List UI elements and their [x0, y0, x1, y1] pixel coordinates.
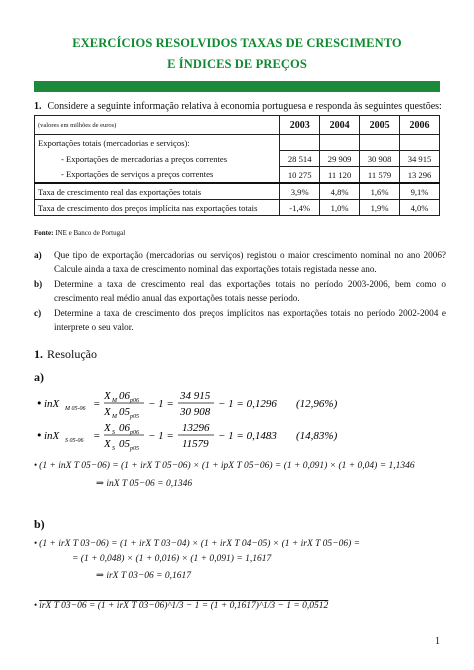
question-label: b) [34, 279, 43, 289]
row-label: Taxa de crescimento real das exportações totais [35, 183, 280, 200]
formula-a2-svg [34, 418, 454, 452]
num2: 34 915 [180, 390, 211, 402]
num2: 13296 [182, 422, 210, 434]
page-number: 1 [435, 636, 440, 647]
cell-value: 4,0% [400, 200, 440, 216]
question-1 [34, 101, 442, 112]
bullet-icon: • [34, 600, 38, 610]
resolution-label: Resolução [47, 347, 97, 361]
formula-b1 [34, 538, 360, 549]
formula-text: irX T 03−06 = (1 + irX T 03−06)^1/3 − 1 = (1 + 0,1617)^1/3 − 1 = 0,0512 [39, 601, 329, 611]
resolution-heading [34, 347, 97, 362]
cell-value: 1,0% [320, 200, 360, 216]
num-sub: M [112, 398, 117, 404]
row-label: - Exportações de mercadorias a preços correntes [35, 151, 280, 167]
bullet-icon: • [34, 460, 38, 470]
svg-text:•: • [36, 397, 43, 410]
lhs-sub: S 05-06 [65, 438, 84, 444]
cell-value: 1,6% [360, 183, 400, 200]
tail: − 1 = 0,1483 [218, 430, 277, 442]
den-p: p05 [130, 414, 139, 420]
table-row [35, 151, 440, 167]
den-tail: 05 [119, 438, 130, 450]
cell-value: 34 915 [400, 151, 440, 167]
svg-text:=: = [93, 430, 101, 442]
table-row [35, 183, 440, 200]
source-text: INE e Banco de Portugal [55, 229, 126, 237]
year-header: 2006 [400, 116, 440, 135]
den-sub: S [112, 446, 115, 452]
table-row [35, 200, 440, 216]
question-text: Que tipo de exportação (mercadorias ou serviços) registou o maior crescimento nominal no ano 2006? Calcule ainda a taxa de crescimento nominal das exportações totais registada nesse ano. [54, 250, 446, 274]
formula-text: (1 + irX T 03−06) = (1 + irX T 03−04) × (1 + irX T 04−05) × (1 + irX T 05−06) = [39, 539, 361, 549]
section-label: Exportações totais (mercadorias e serviços): [35, 135, 280, 151]
formula-a1-svg [34, 386, 454, 420]
den2: 11579 [182, 438, 209, 450]
year-header: 2004 [320, 116, 360, 135]
cell-value: 3,9% [280, 183, 320, 200]
question-label: a) [34, 250, 42, 260]
question-1-text: Considere a seguinte informação relativa à economia portuguesa e responda às seguintes questões: [47, 101, 442, 112]
svg-text:•: • [36, 429, 43, 442]
den-tail: 05 [119, 406, 130, 418]
row-label: Taxa de crescimento dos preços implícita nas exportações totais [35, 200, 280, 216]
question-a [34, 248, 446, 276]
formula-b3: ⇒ irX T 03−06 = 0,1617 [96, 571, 192, 581]
cell-value: 4,8% [320, 183, 360, 200]
lhs-sub: M 05-06 [65, 406, 86, 412]
num-p: p06 [130, 430, 139, 436]
den-sub: M [112, 414, 117, 420]
cell-value: 28 514 [280, 151, 320, 167]
table-row [35, 167, 440, 184]
question-text: Determine a taxa de crescimento real das exportações totais no período 2003-2006, bem como o crescimento real médio anual das exportações totais nesse período. [54, 279, 446, 303]
page-title-line2: E ÍNDICES DE PREÇOS [167, 57, 307, 71]
table-header-row [35, 116, 440, 135]
year-header: 2003 [280, 116, 320, 135]
bullet-icon: • [34, 538, 38, 548]
exports-table [34, 115, 440, 216]
den-p: p05 [130, 446, 139, 452]
formula-text: (1 + inX T 05−06) = (1 + irX T 05−06) × (1 + ipX T 05−06) = (1 + 0,091) × (1 + 0,04) = 1,1346 [39, 461, 415, 471]
cell-value: 30 908 [360, 151, 400, 167]
tail: − 1 = 0,1296 [218, 398, 277, 410]
num-var: X [104, 390, 111, 402]
formula-a4: ⇒ inX T 05−06 = 0,1346 [96, 479, 193, 489]
minus-one: − 1 = [148, 398, 174, 410]
question-b [34, 277, 446, 305]
cell-value: 29 909 [320, 151, 360, 167]
pct: (12,96%) [296, 398, 338, 410]
cell-value: 11 120 [320, 167, 360, 184]
lhs: inX [44, 430, 60, 442]
cell-value: 13 296 [400, 167, 440, 184]
cell-value: 10 275 [280, 167, 320, 184]
cell-value: -1,4% [280, 200, 320, 216]
unit-note: (valores em milhões de euros) [35, 116, 280, 135]
title-divider-bar [34, 81, 440, 92]
den-var: X [104, 406, 111, 418]
table-source [34, 229, 125, 237]
num-p: p06 [130, 398, 139, 404]
cell-value: 1,9% [360, 200, 400, 216]
pct: (14,83%) [296, 430, 338, 442]
num-sub: S [112, 430, 115, 436]
cell-value: 9,1% [400, 183, 440, 200]
den-var: X [104, 438, 111, 450]
num-tail: 06 [119, 422, 130, 434]
row-label: - Exportações de serviços a preços correntes [35, 167, 280, 184]
lhs: inX [44, 398, 60, 410]
num-var: X [104, 422, 111, 434]
year-header: 2005 [360, 116, 400, 135]
resolution-number: 1. [34, 347, 43, 361]
formula-a2 [34, 418, 454, 455]
question-1-number: 1. [34, 101, 42, 112]
cell-value: 11 579 [360, 167, 400, 184]
num-tail: 06 [119, 390, 130, 402]
part-a-label: a) [34, 370, 44, 384]
table-section-row [35, 135, 440, 151]
formula-b2: = (1 + 0,048) × (1 + 0,016) × (1 + 0,091) = 1,1617 [72, 554, 272, 564]
page-title-line1: EXERCÍCIOS RESOLVIDOS TAXAS DE CRESCIMENTO [72, 36, 402, 50]
svg-text:=: = [93, 398, 101, 410]
minus-one: − 1 = [148, 430, 174, 442]
part-b-label: b) [34, 517, 45, 531]
formula-b4 [34, 600, 328, 611]
formula-a3 [34, 460, 415, 471]
question-c [34, 306, 446, 334]
question-label: c) [34, 308, 42, 318]
question-text: Determine a taxa de crescimento dos preços implícitos nas exportações totais no período 2002-2004 e interprete o seu valor. [54, 308, 446, 332]
den2: 30 908 [180, 406, 211, 418]
source-label: Fonte: [34, 229, 54, 237]
